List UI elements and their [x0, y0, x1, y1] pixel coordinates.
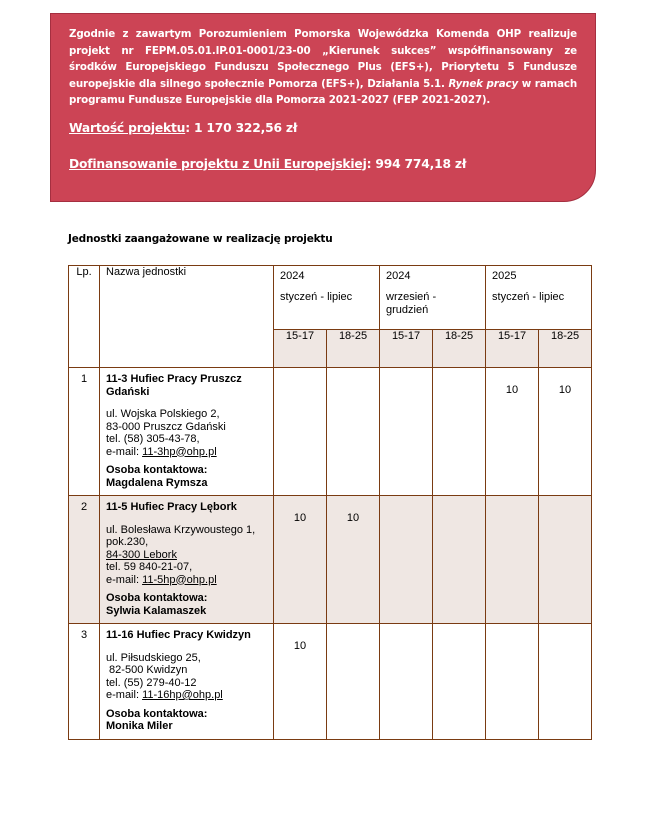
table-row	[69, 624, 592, 740]
table-row	[69, 368, 592, 496]
value-cell: 10	[539, 368, 592, 496]
address-line: ul. Bolesława Krzywoustego 1, pok.230,	[106, 523, 256, 548]
period-header	[486, 266, 592, 330]
value-cell	[539, 624, 592, 740]
project-description-text: Zgodnie z zawartym Porozumieniem Pomorska Wojewódzka Komenda OHP realizuje projekt nr FEPM.05.01.IP.01-0001/23-00 „Kierunek sukces” współfinansowany ze środków Europejskiego Funduszu Społecznego Plus (EFS+), Priorytetu 5 Fundusze europejskie dla silnego społecznie Pomorza (EFS+), Działania 5.1.	[69, 28, 577, 90]
age-group-header: 15-17	[274, 330, 327, 368]
address-line: tel. (58) 305-43-78,	[106, 433, 200, 445]
period-header	[274, 266, 380, 330]
value-cell: 10	[486, 368, 539, 496]
value-cell	[380, 368, 433, 496]
contact-name: Sylwia Kalamaszek	[106, 604, 207, 617]
email-link[interactable]: 11-5hp@ohp.pl	[142, 573, 217, 586]
table-header-row	[69, 266, 592, 330]
unit-address	[106, 408, 267, 458]
project-info-banner	[50, 13, 596, 202]
address-line: tel. 59 840-21-07,	[106, 561, 193, 573]
column-header-name: Nazwa jednostki	[100, 266, 274, 368]
value-cell	[486, 496, 539, 624]
project-value-amount: : 1 170 322,56 zł	[185, 120, 298, 135]
unit-name: 11-16 Hufiec Pracy Kwidzyn	[106, 629, 251, 641]
period-year: 2024	[386, 270, 411, 282]
value-cell	[486, 624, 539, 740]
row-number: 1	[69, 368, 100, 496]
age-group-header: 15-17	[486, 330, 539, 368]
project-action-name: Rynek pracy	[448, 77, 519, 90]
project-value	[69, 121, 577, 135]
row-number: 2	[69, 496, 100, 624]
value-cell	[433, 624, 486, 740]
email-prefix: e-mail:	[106, 445, 143, 458]
value-cell	[274, 368, 327, 496]
period-year: 2025	[492, 270, 517, 282]
value-cell: 10	[274, 624, 327, 740]
value-cell	[433, 368, 486, 496]
value-cell: 10	[274, 496, 327, 624]
table-row	[69, 496, 592, 624]
project-cofunding	[69, 157, 577, 171]
period-year: 2024	[280, 270, 305, 282]
project-description-text-end: w ramach programu Fundusze Europejskie dla Pomorza 2021-2027 (FEP 2021-2027).	[69, 77, 578, 106]
period-header	[380, 266, 486, 330]
project-value-label: Wartość projektu	[69, 120, 186, 135]
address-line: tel. (55) 279-40-12	[106, 676, 197, 689]
period-range: wrzesień - grudzień	[386, 291, 437, 316]
value-cell: 10	[327, 496, 380, 624]
project-cofunding-label: Dofinansowanie projektu z Unii Europejskiej	[69, 156, 367, 171]
contact-label: Osoba kontaktowa:	[106, 707, 208, 720]
period-range: styczeń - lipiec	[280, 291, 353, 303]
email-prefix: e-mail:	[106, 689, 143, 701]
section-title: Jednostki zaangażowane w realizację projektu	[68, 233, 333, 245]
value-cell	[327, 624, 380, 740]
value-cell	[380, 496, 433, 624]
address-line: 83-000 Pruszcz Gdański	[106, 420, 226, 433]
contact-name: Monika Miler	[106, 720, 173, 732]
address-line-underlined: 84-300 Lebork	[106, 548, 177, 561]
project-description	[69, 26, 577, 109]
email-link[interactable]: 11-3hp@ohp.pl	[142, 445, 217, 458]
age-group-header: 18-25	[327, 330, 380, 368]
contact-label: Osoba kontaktowa:	[106, 464, 208, 476]
address-line: 82-500 Kwidzyn	[106, 664, 188, 676]
age-group-header: 15-17	[380, 330, 433, 368]
value-cell	[433, 496, 486, 624]
unit-cell	[100, 624, 274, 740]
units-table	[68, 265, 592, 740]
address-line: ul. Wojska Polskiego 2,	[106, 408, 220, 420]
contact-name: Magdalena Rymsza	[106, 476, 208, 489]
value-cell	[539, 496, 592, 624]
unit-cell	[100, 496, 274, 624]
age-group-header: 18-25	[539, 330, 592, 368]
row-number: 3	[69, 624, 100, 740]
unit-address	[106, 652, 267, 702]
unit-name: 11-5 Hufiec Pracy Lębork	[106, 501, 237, 513]
value-cell	[327, 368, 380, 496]
unit-address	[106, 524, 267, 587]
email-link[interactable]: 11-16hp@ohp.pl	[142, 689, 223, 701]
address-line: ul. Piłsudskiego 25,	[106, 651, 201, 664]
age-group-header: 18-25	[433, 330, 486, 368]
contact-label: Osoba kontaktowa:	[106, 592, 208, 604]
email-prefix: e-mail:	[106, 573, 143, 586]
value-cell	[380, 624, 433, 740]
unit-name: 11-3 Hufiec Pracy Pruszcz Gdański	[106, 373, 242, 398]
unit-cell	[100, 368, 274, 496]
period-range: styczeń - lipiec	[492, 291, 565, 303]
project-cofunding-amount: : 994 774,18 zł	[366, 156, 467, 171]
column-header-lp: Lp.	[69, 266, 100, 368]
